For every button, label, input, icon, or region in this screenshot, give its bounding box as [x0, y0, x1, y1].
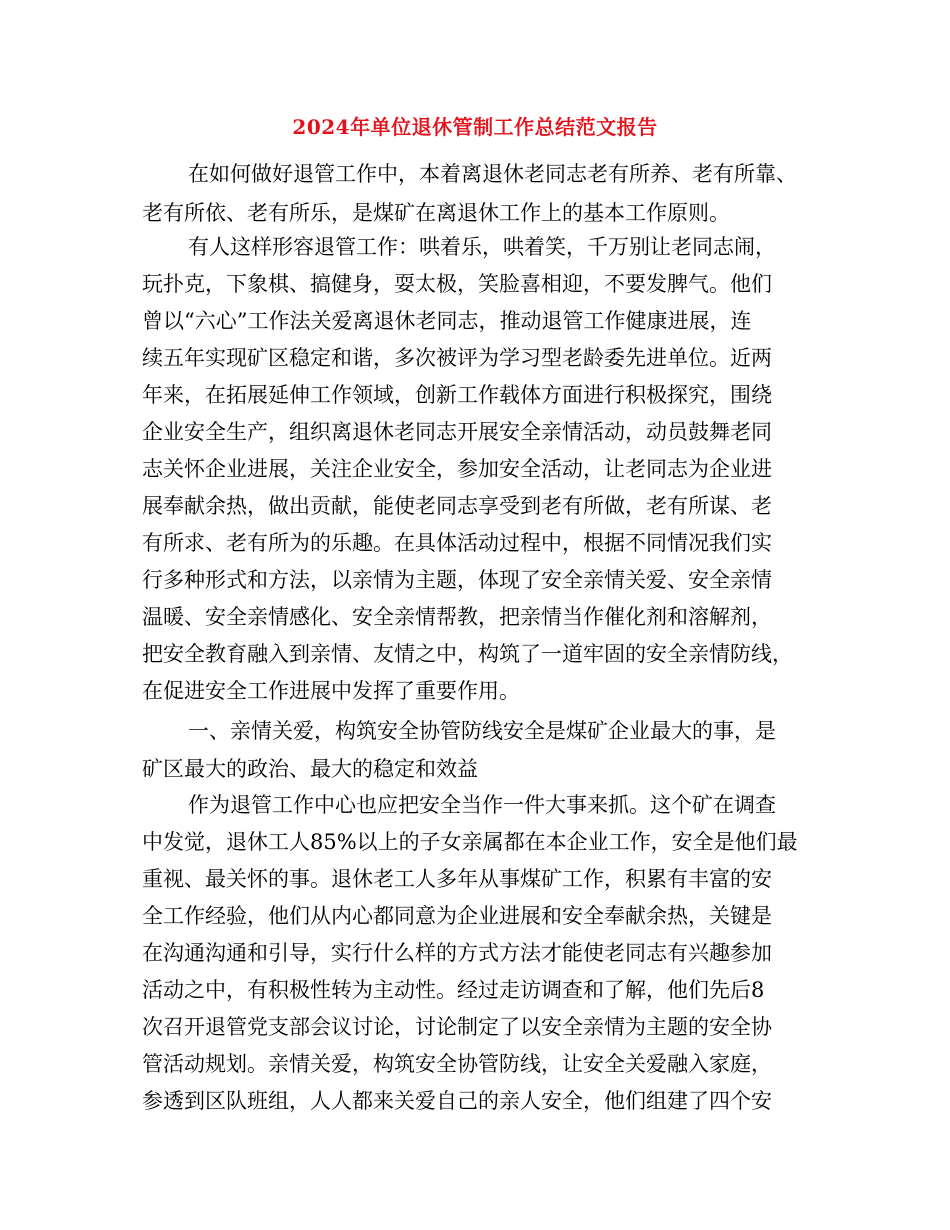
paragraph-line: 有所求、老有所为的乐趣。在具体活动过程中，根据不同情况我们实: [142, 531, 772, 555]
paragraph-line: 重视、最关怀的事。退休老工人多年从事煤矿工作，积累有丰富的安: [142, 867, 772, 891]
document-title: 2024年单位退休管制工作总结范文报告: [292, 115, 658, 139]
paragraph-line: 中发觉，退休工人85%以上的子女亲属都在本企业工作，安全是他们最: [142, 830, 798, 854]
section-heading-line: 矿区最大的政治、最大的稳定和效益: [142, 757, 478, 781]
paragraph-line: 曾以“六心”工作法关爱离退休老同志，推动退管工作健康进展，连: [142, 309, 752, 333]
paragraph-line: 作为退管工作中心也应把安全当作一件大事来抓。这个矿在调查: [188, 793, 776, 817]
paragraph-line: 企业安全生产，组织离退休老同志开展安全亲情活动，动员鼓舞老同: [142, 420, 772, 444]
paragraph-line: 管活动规划。亲情关爱，构筑安全协管防线，让安全关爱融入家庭，: [142, 1052, 772, 1076]
paragraph-line: 展奉献余热，做出贡献，能使老同志享受到老有所做，老有所谋、老: [142, 494, 772, 518]
paragraph-line: 行多种形式和方法，以亲情为主题，体现了安全亲情关爱、安全亲情: [142, 568, 772, 592]
paragraph-line: 全工作经验，他们从内心都同意为企业进展和安全奉献余热，关键是: [142, 904, 772, 928]
paragraph-line: 在沟通沟通和引导，实行什么样的方式方法才能使老同志有兴趣参加: [142, 941, 772, 965]
paragraph-line: 活动之中，有积极性转为主动性。经过走访调查和了解，他们先后8: [142, 978, 765, 1002]
paragraph-line: 有人这样形容退管工作：哄着乐，哄着笑，千万别让老同志闹，: [188, 235, 776, 259]
paragraph-line: 温暖、安全亲情感化、安全亲情帮教，把亲情当作催化剂和溶解剂，: [142, 605, 772, 629]
paragraph-line: 玩扑克，下象棋、搞健身，耍太极，笑脸喜相迎，不要发脾气。他们: [142, 272, 772, 296]
paragraph-line: 参透到区队班组，人人都来关爱自己的亲人安全，他们组建了四个安: [142, 1089, 772, 1113]
paragraph-line: 年来，在拓展延伸工作领域，创新工作载体方面进行积极探究，围绕: [142, 383, 772, 407]
paragraph-line: 在如何做好退管工作中，本着离退休老同志老有所养、老有所靠、: [188, 162, 797, 186]
section-heading-line: 一、亲情关爱，构筑安全协管防线安全是煤矿企业最大的事，是: [188, 719, 776, 743]
paragraph-line: 老有所依、老有所乐，是煤矿在离退休工作上的基本工作原则。: [142, 201, 730, 225]
paragraph-line: 在促进安全工作进展中发挥了重要作用。: [142, 679, 520, 703]
paragraph-line: 志关怀企业进展，关注企业安全，参加安全活动，让老同志为企业进: [142, 457, 772, 481]
paragraph-line: 续五年实现矿区稳定和谐，多次被评为学习型老龄委先进单位。近两: [142, 346, 772, 370]
paragraph-line: 次召开退管党支部会议讨论，讨论制定了以安全亲情为主题的安全协: [142, 1015, 772, 1039]
paragraph-line: 把安全教育融入到亲情、友情之中，构筑了一道牢固的安全亲情防线，: [142, 642, 793, 666]
